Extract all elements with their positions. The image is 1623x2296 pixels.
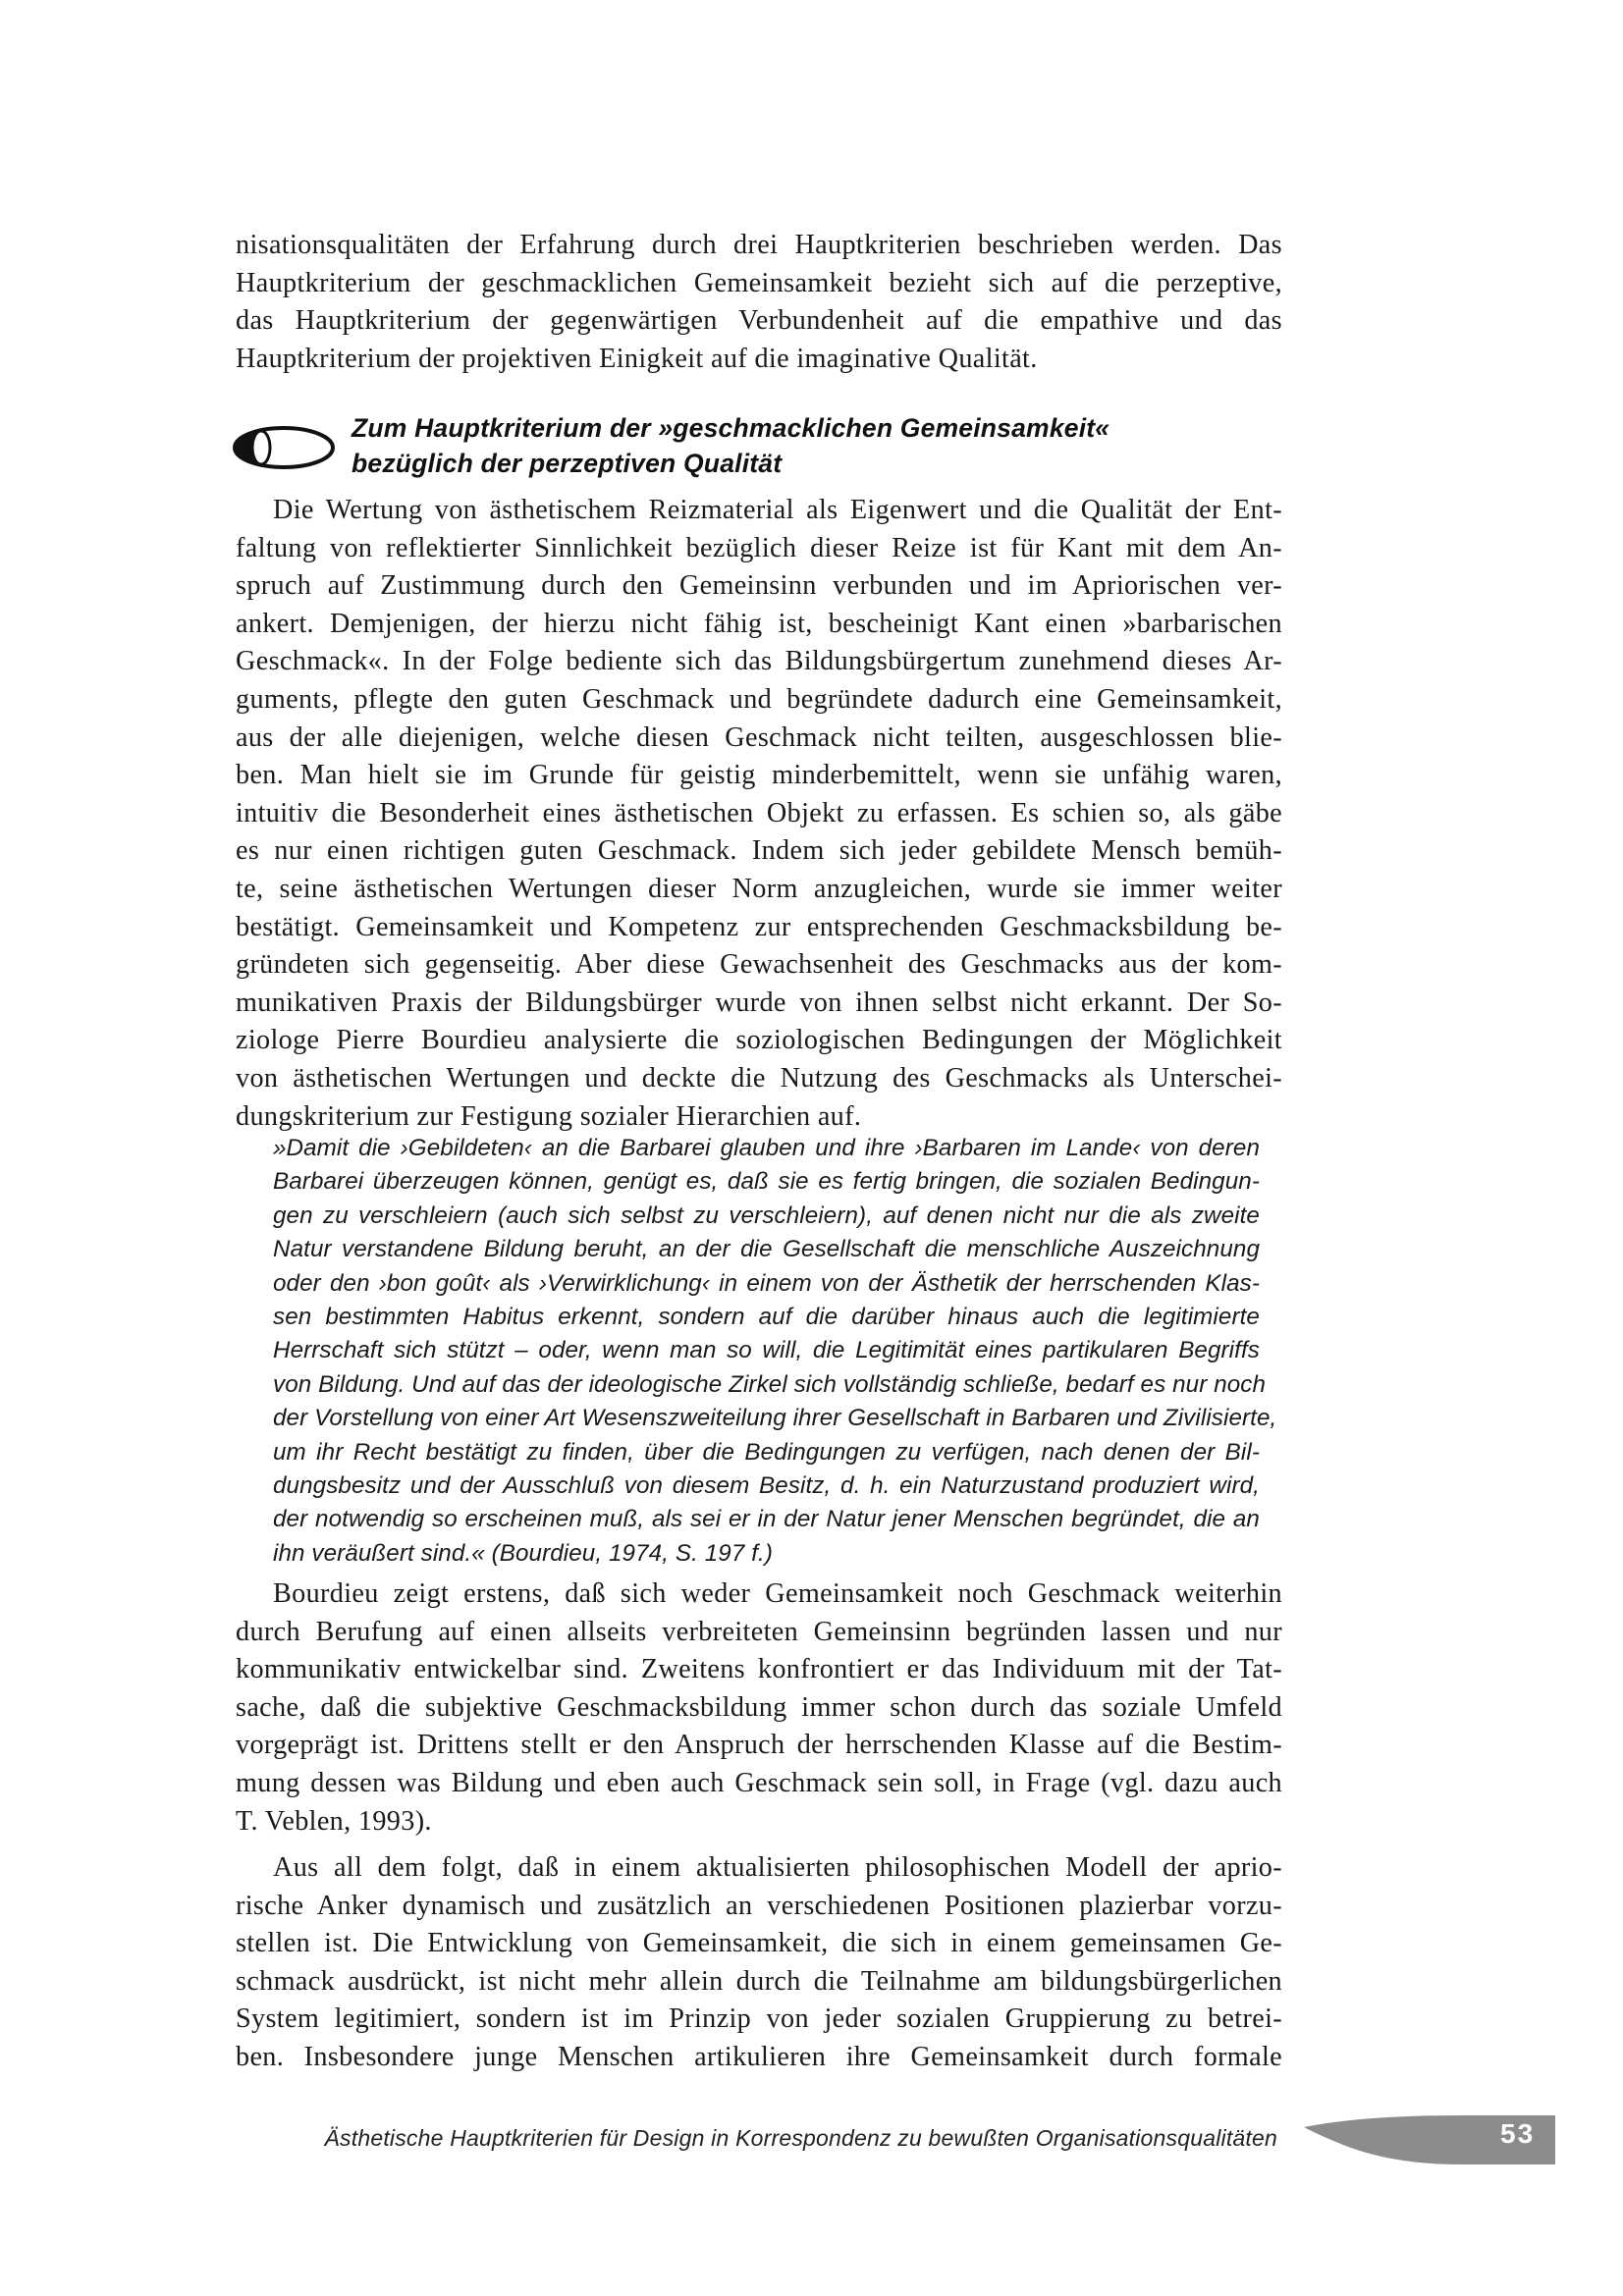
text-line: nisationsqualitäten der Erfahrung durch drei Hauptkriterien beschrieben werden. Das — [236, 230, 1282, 260]
text-line: Hauptkriterium der projektiven Einigkeit auf die imaginative Qualität. — [236, 343, 1038, 374]
section-heading — [352, 410, 1274, 481]
quote-line: von Bildung. Und auf das der ideologische Zirkel sich vollständig schließe, bedarf es nur noch — [273, 1370, 1267, 1398]
text-line: das Hauptkriterium der gegenwärtigen Verbundenheit auf die empathive und das — [236, 305, 1282, 337]
text-line: Aus all dem folgt, daß in einem aktualisierten philosophischen Modell der aprio- — [273, 1852, 1282, 1883]
quote-line: ihn veräußert sind.« (Bourdieu, 1974, S. 197 f.) — [273, 1539, 773, 1567]
text-line: schmack ausdrückt, ist nicht mehr allein durch die Teilnahme am bildungsbürgerlichen — [236, 1965, 1282, 1997]
text-line: ankert. Demjenigen, der hierzu nicht fähig ist, bescheinigt Kant einen »barbarischen — [236, 608, 1282, 639]
text-line: te, seine ästhetischen Wertungen dieser Norm anzugleichen, wurde sie immer weiter — [236, 873, 1282, 904]
quote-line: Natur verstandene Bildung beruht, an der die Gesellschaft die menschliche Auszeichnung — [273, 1236, 1260, 1263]
quote-line: Barbarei überzeugen können, genügt es, daß sie es fertig bringen, die sozialen Bedingun- — [273, 1168, 1260, 1196]
text-line: T. Veblen, 1993). — [236, 1805, 432, 1837]
text-line: ziologe Pierre Bourdieu analysierte die soziologischen Bedingungen der Möglichkeit — [236, 1025, 1282, 1056]
quote-line: sen bestimmten Habitus erkennt, sondern auf die darüber hinaus auch die legitimierte — [273, 1303, 1260, 1330]
text-line: Geschmack«. In der Folge bediente sich das Bildungsbürgertum zunehmend dieses Ar- — [236, 646, 1282, 677]
text-line: Hauptkriterium der geschmacklichen Gemeinsamkeit bezieht sich auf die perzeptive, — [236, 267, 1282, 298]
quote-line: um ihr Recht bestätigt zu finden, über die Bedingungen zu verfügen, nach denen der Bil- — [273, 1438, 1260, 1466]
quote-line: Herrschaft sich stützt – oder, wenn man so will, die Legitimität eines partikularen Begriffs — [273, 1337, 1260, 1364]
quote-line: »Damit die ›Gebildeten‹ an die Barbarei glauben und ihre ›Barbaren im Lande‹ von deren — [273, 1135, 1260, 1161]
quote-line: gen zu verschleiern (auch sich selbst zu verschleiern), auf denen nicht nur die als zweite — [273, 1201, 1260, 1229]
intro-paragraph — [236, 227, 1282, 378]
text-line: Bourdieu zeigt erstens, daß sich weder Gemeinsamkeit noch Geschmack weiterhin — [273, 1578, 1282, 1609]
text-line: vorgeprägt ist. Drittens stellt er den Anspruch der herrschenden Klasse auf die Bestim- — [236, 1730, 1282, 1761]
quote-line: der Vorstellung von einer Art Wesenszweiteilung ihrer Gesellschaft in Barbaren und Zivilisierte, — [273, 1405, 1277, 1432]
text-line: mung dessen was Bildung und eben auch Geschmack sein soll, in Frage (vgl. dazu auch — [236, 1767, 1282, 1798]
text-line: bestätigt. Gemeinsamkeit und Kompetenz zur entsprechenden Geschmacksbildung be- — [236, 911, 1282, 942]
quote-line: dungsbesitz und der Ausschluß von diesem Besitz, d. h. ein Naturzustand produziert wird, — [273, 1471, 1260, 1499]
body-paragraph — [236, 1575, 1282, 1841]
text-line: durch Berufung auf einen allseits verbreiteten Gemeinsinn begründen lassen und nur — [236, 1616, 1282, 1647]
body-paragraph — [236, 492, 1282, 1136]
quote-line: der notwendig so erscheinen muß, als sei er in der Natur jener Menschen begründet, die an — [273, 1506, 1260, 1533]
text-line: aus der alle diejenigen, welche diesen Geschmack nicht teilten, ausgeschlossen blie- — [236, 721, 1282, 753]
text-line: ben. Insbesondere junge Menschen artikulieren ihre Gemeinsamkeit durch formale — [236, 2041, 1282, 2072]
text-line: es nur einen richtigen guten Geschmack. Indem sich jeder gebildete Mensch bemüh- — [236, 835, 1282, 867]
body-paragraph — [236, 1849, 1282, 2077]
text-line: faltung von reflektierter Sinnlichkeit bezüglich dieser Reize ist für Kant mit dem An- — [236, 532, 1282, 563]
eye-icon — [232, 424, 336, 471]
running-footer: Ästhetische Hauptkriterien für Design in Korrespondenz zu bewußten Organisationsqualitäten — [324, 2125, 1277, 2151]
block-quote — [273, 1132, 1277, 1571]
page-number: 53 — [1500, 2118, 1536, 2149]
text-line: sache, daß die subjektive Geschmacksbildung immer schon durch das soziale Umfeld — [236, 1691, 1282, 1723]
text-line: intuitiv die Besonderheit eines ästhetischen Objekt zu erfassen. Es schien so, als gäbe — [236, 797, 1282, 828]
text-line: gründeten sich gegenseitig. Aber diese Gewachsenheit des Geschmacks aus der kom- — [236, 949, 1282, 981]
text-line: guments, pflegte den guten Geschmack und begründete dadurch eine Gemeinsamkeit, — [236, 683, 1282, 715]
text-line: von ästhetischen Wertungen und deckte die Nutzung des Geschmacks als Unterschei- — [236, 1062, 1282, 1094]
heading-line: bezüglich der perzeptiven Qualität — [352, 449, 783, 478]
text-line: stellen ist. Die Entwicklung von Gemeinsamkeit, die sich in einem gemeinsamen Ge- — [236, 1928, 1282, 1959]
text-line: kommunikativ entwickelbar sind. Zweitens konfrontiert er das Individuum mit der Tat- — [236, 1654, 1282, 1685]
heading-line: Zum Hauptkriterium der »geschmacklichen Gemeinsamkeit« — [352, 413, 1110, 443]
text-line: Die Wertung von ästhetischem Reizmaterial als Eigenwert und die Qualität der Ent- — [273, 495, 1282, 525]
quote-line: oder den ›bon goût‹ als ›Verwirklichung‹ in einem von der Ästhetik der herrschenden Klas- — [273, 1269, 1260, 1297]
text-line: munikativen Praxis der Bildungsbürger wurde von ihnen selbst nicht erkannt. Der So- — [236, 987, 1282, 1018]
text-line: spruch auf Zustimmung durch den Gemeinsinn verbunden und im Apriorischen ver- — [236, 570, 1282, 602]
text-line: dungskriterium zur Festigung sozialer Hierarchien auf. — [236, 1100, 862, 1132]
text-line: System legitimiert, sondern ist im Prinzip von jeder sozialen Gruppierung zu betrei- — [236, 2003, 1282, 2035]
text-line: rische Anker dynamisch und zusätzlich an verschiedenen Positionen plazierbar vorzu- — [236, 1890, 1282, 1921]
text-line: ben. Man hielt sie im Grunde für geistig minderbemittelt, wenn sie unfähig waren, — [236, 760, 1282, 791]
